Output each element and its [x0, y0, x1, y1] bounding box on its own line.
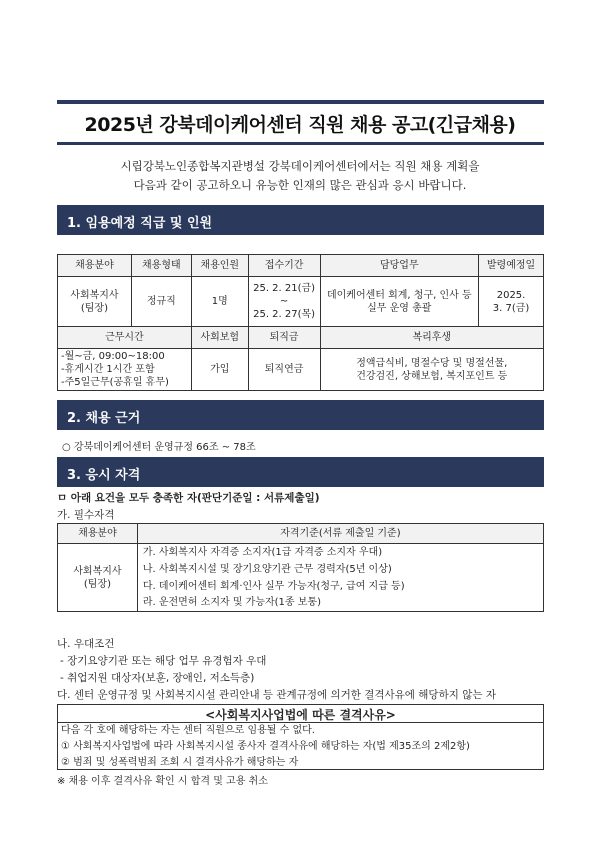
table-header: 채용분야 — [58, 524, 138, 544]
intro-line: 다음과 같이 공고하오니 유능한 인재의 많은 관심과 응시 바랍니다. — [133, 178, 467, 192]
disqualification-box — [57, 704, 544, 770]
disqualification-line: 다음 각 호에 해당하는 자는 센터 직원으로 임용될 수 없다. — [61, 725, 315, 736]
cell-text: 25. 2. 27(목) — [253, 309, 316, 320]
table-header: 자격기준(서류 제출일 기준) — [137, 524, 543, 544]
table-header: 채용형태 — [131, 255, 191, 277]
table-header: 근무시간 — [58, 327, 192, 349]
section-heading-basis: 2. 채용 근거 — [57, 400, 544, 430]
table-header: 채용인원 — [191, 255, 248, 277]
page-title: 2025년 강북데이케어센터 직원 채용 공고(긴급채용) — [84, 114, 516, 136]
cell-count: 1명 — [191, 277, 248, 327]
cell-text: 3. 7(금) — [492, 302, 530, 314]
preferred-label: 나. 우대조건 — [57, 638, 115, 650]
cell-duty — [320, 277, 479, 327]
title-rule-top — [57, 100, 544, 104]
section-heading-positions: 1. 임용예정 직급 및 인원 — [57, 205, 544, 235]
cell-welfare — [320, 349, 543, 391]
cell-text: 25. 2. 21(금) — [253, 283, 316, 294]
cell-text: -휴게시간 1시간 포함 — [61, 364, 155, 375]
cell-period — [248, 277, 320, 327]
disqualification-title: <사회복지사업법에 따른 결격사유> — [58, 705, 543, 723]
criteria-item: 나. 사회복지시설 및 장기요양기관 근무 경력자(5년 이상) — [137, 561, 543, 578]
intro-text — [0, 157, 600, 195]
section-heading-qualifications: 3. 응시 자격 — [57, 457, 544, 487]
qualifications-table — [57, 523, 544, 612]
footnote: ※ 채용 이후 결격사유 확인 시 합격 및 고용 취소 — [57, 776, 268, 787]
table-header: 접수기간 — [248, 255, 320, 277]
cell-text: 2025. — [496, 289, 526, 301]
cell-text: 정액급식비, 명절수당 및 명절선물, — [356, 357, 508, 369]
cell-text: 사회복지사 — [73, 565, 122, 577]
criteria-item: 다. 데이케어센터 회계·인사 실무 가능자(청구, 급여 지급 등) — [137, 578, 543, 595]
required-label: 가. 필수자격 — [57, 509, 115, 521]
cell-type: 정규직 — [131, 277, 191, 327]
cell-text: 사회복지사 — [70, 289, 119, 301]
cell-appoint — [479, 277, 544, 327]
table-header: 복리후생 — [320, 327, 543, 349]
cell-severance: 퇴직연금 — [248, 349, 320, 391]
disqualification-intro: 다. 센터 운영규정 및 사회복지시설 관리안내 등 관계규정에 의거한 결격사유에 해당하지 않는 자 — [57, 689, 496, 701]
disqualification-line: ① 사회복지사업법에 따라 사회복지시설 종사자 결격사유에 해당하는 자(법 제35조의 2제2항) — [61, 741, 470, 752]
cell-text: 건강검진, 상해보험, 복지포인트 등 — [356, 370, 508, 382]
cell-field — [58, 277, 132, 327]
cell-text: -주5일근무(공휴일 휴무) — [61, 377, 169, 388]
basis-text: ○ 강북데이케어센터 운영규정 66조 ~ 78조 — [62, 442, 256, 453]
cell-field — [58, 544, 138, 612]
requirement-heading: ㅁ 아래 요건을 모두 충족한 자(판단기준일 : 서류제출일) — [57, 492, 320, 504]
table-header: 퇴직금 — [248, 327, 320, 349]
cell-text: (팀장) — [80, 302, 108, 314]
cell-text: (팀장) — [83, 578, 111, 590]
cell-hours — [58, 349, 192, 391]
title-rule-bottom — [57, 142, 544, 145]
cell-text: -월~금, 09:00~18:00 — [61, 351, 165, 362]
table-header: 발령예정일 — [479, 255, 544, 277]
preferred-item: - 취업지원 대상자(보훈, 장애인, 저소득층) — [60, 672, 255, 684]
preferred-item: - 장기요양기관 또는 해당 업무 유경험자 우대 — [60, 655, 267, 667]
cell-insurance: 가입 — [191, 349, 248, 391]
intro-line: 시립강북노인종합복지관병설 강북데이케어센터에서는 직원 채용 계획을 — [120, 159, 480, 173]
positions-table — [57, 254, 544, 391]
table-header: 담당업무 — [320, 255, 479, 277]
table-header: 사회보험 — [191, 327, 248, 349]
cell-text: 실무 운영 총괄 — [367, 302, 432, 314]
table-header: 채용분야 — [58, 255, 132, 277]
cell-text: ~ — [279, 296, 289, 307]
criteria-item: 라. 운전면허 소지자 및 가능자(1종 보통) — [137, 595, 543, 612]
disqualification-line: ② 범죄 및 성폭력범죄 조회 시 결격사유가 해당하는 자 — [61, 757, 299, 768]
criteria-item: 가. 사회복지사 자격증 소지자(1급 자격증 소지자 우대) — [137, 544, 543, 561]
cell-text: 데이케어센터 회계, 청구, 인사 등 — [326, 289, 472, 301]
